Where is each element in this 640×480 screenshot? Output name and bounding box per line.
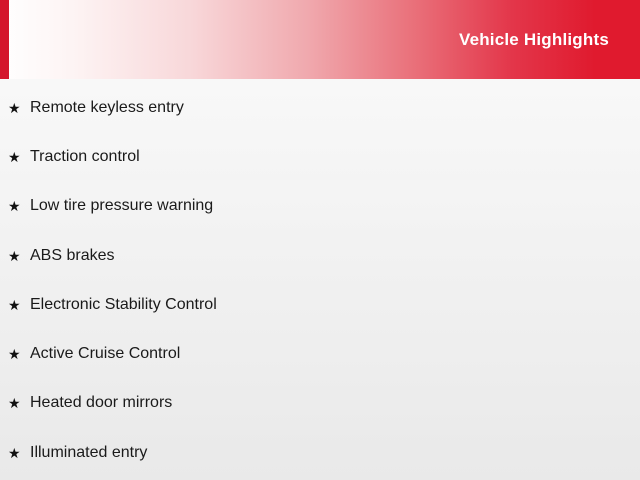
feature-label: Illuminated entry [30, 443, 148, 461]
page-title: Vehicle Highlights [458, 29, 609, 49]
feature-label: Heated door mirrors [30, 394, 173, 412]
feature-label: Electronic Stability Control [30, 295, 217, 313]
feature-label: Low tire pressure warning [30, 197, 214, 215]
list-item [0, 132, 640, 181]
list-item [0, 280, 640, 329]
star-icon: ★ [8, 247, 21, 264]
red-accent-bar [0, 0, 9, 79]
list-item [0, 182, 640, 231]
feature-label: Remote keyless entry [30, 98, 184, 116]
list-item [0, 329, 640, 378]
star-icon: ★ [8, 346, 21, 363]
features-list [0, 79, 640, 477]
vehicle-highlights-banner [0, 0, 640, 79]
list-item [0, 83, 640, 132]
feature-label: Active Cruise Control [30, 345, 181, 363]
list-item [0, 231, 640, 280]
star-icon: ★ [8, 198, 21, 215]
star-icon: ★ [8, 296, 21, 313]
list-item [0, 428, 640, 477]
star-icon: ★ [8, 148, 21, 165]
star-icon: ★ [8, 99, 21, 116]
star-icon: ★ [8, 395, 21, 412]
list-item [0, 379, 640, 428]
feature-label: Traction control [30, 147, 140, 165]
feature-label: ABS brakes [30, 246, 115, 264]
star-icon: ★ [8, 444, 21, 461]
